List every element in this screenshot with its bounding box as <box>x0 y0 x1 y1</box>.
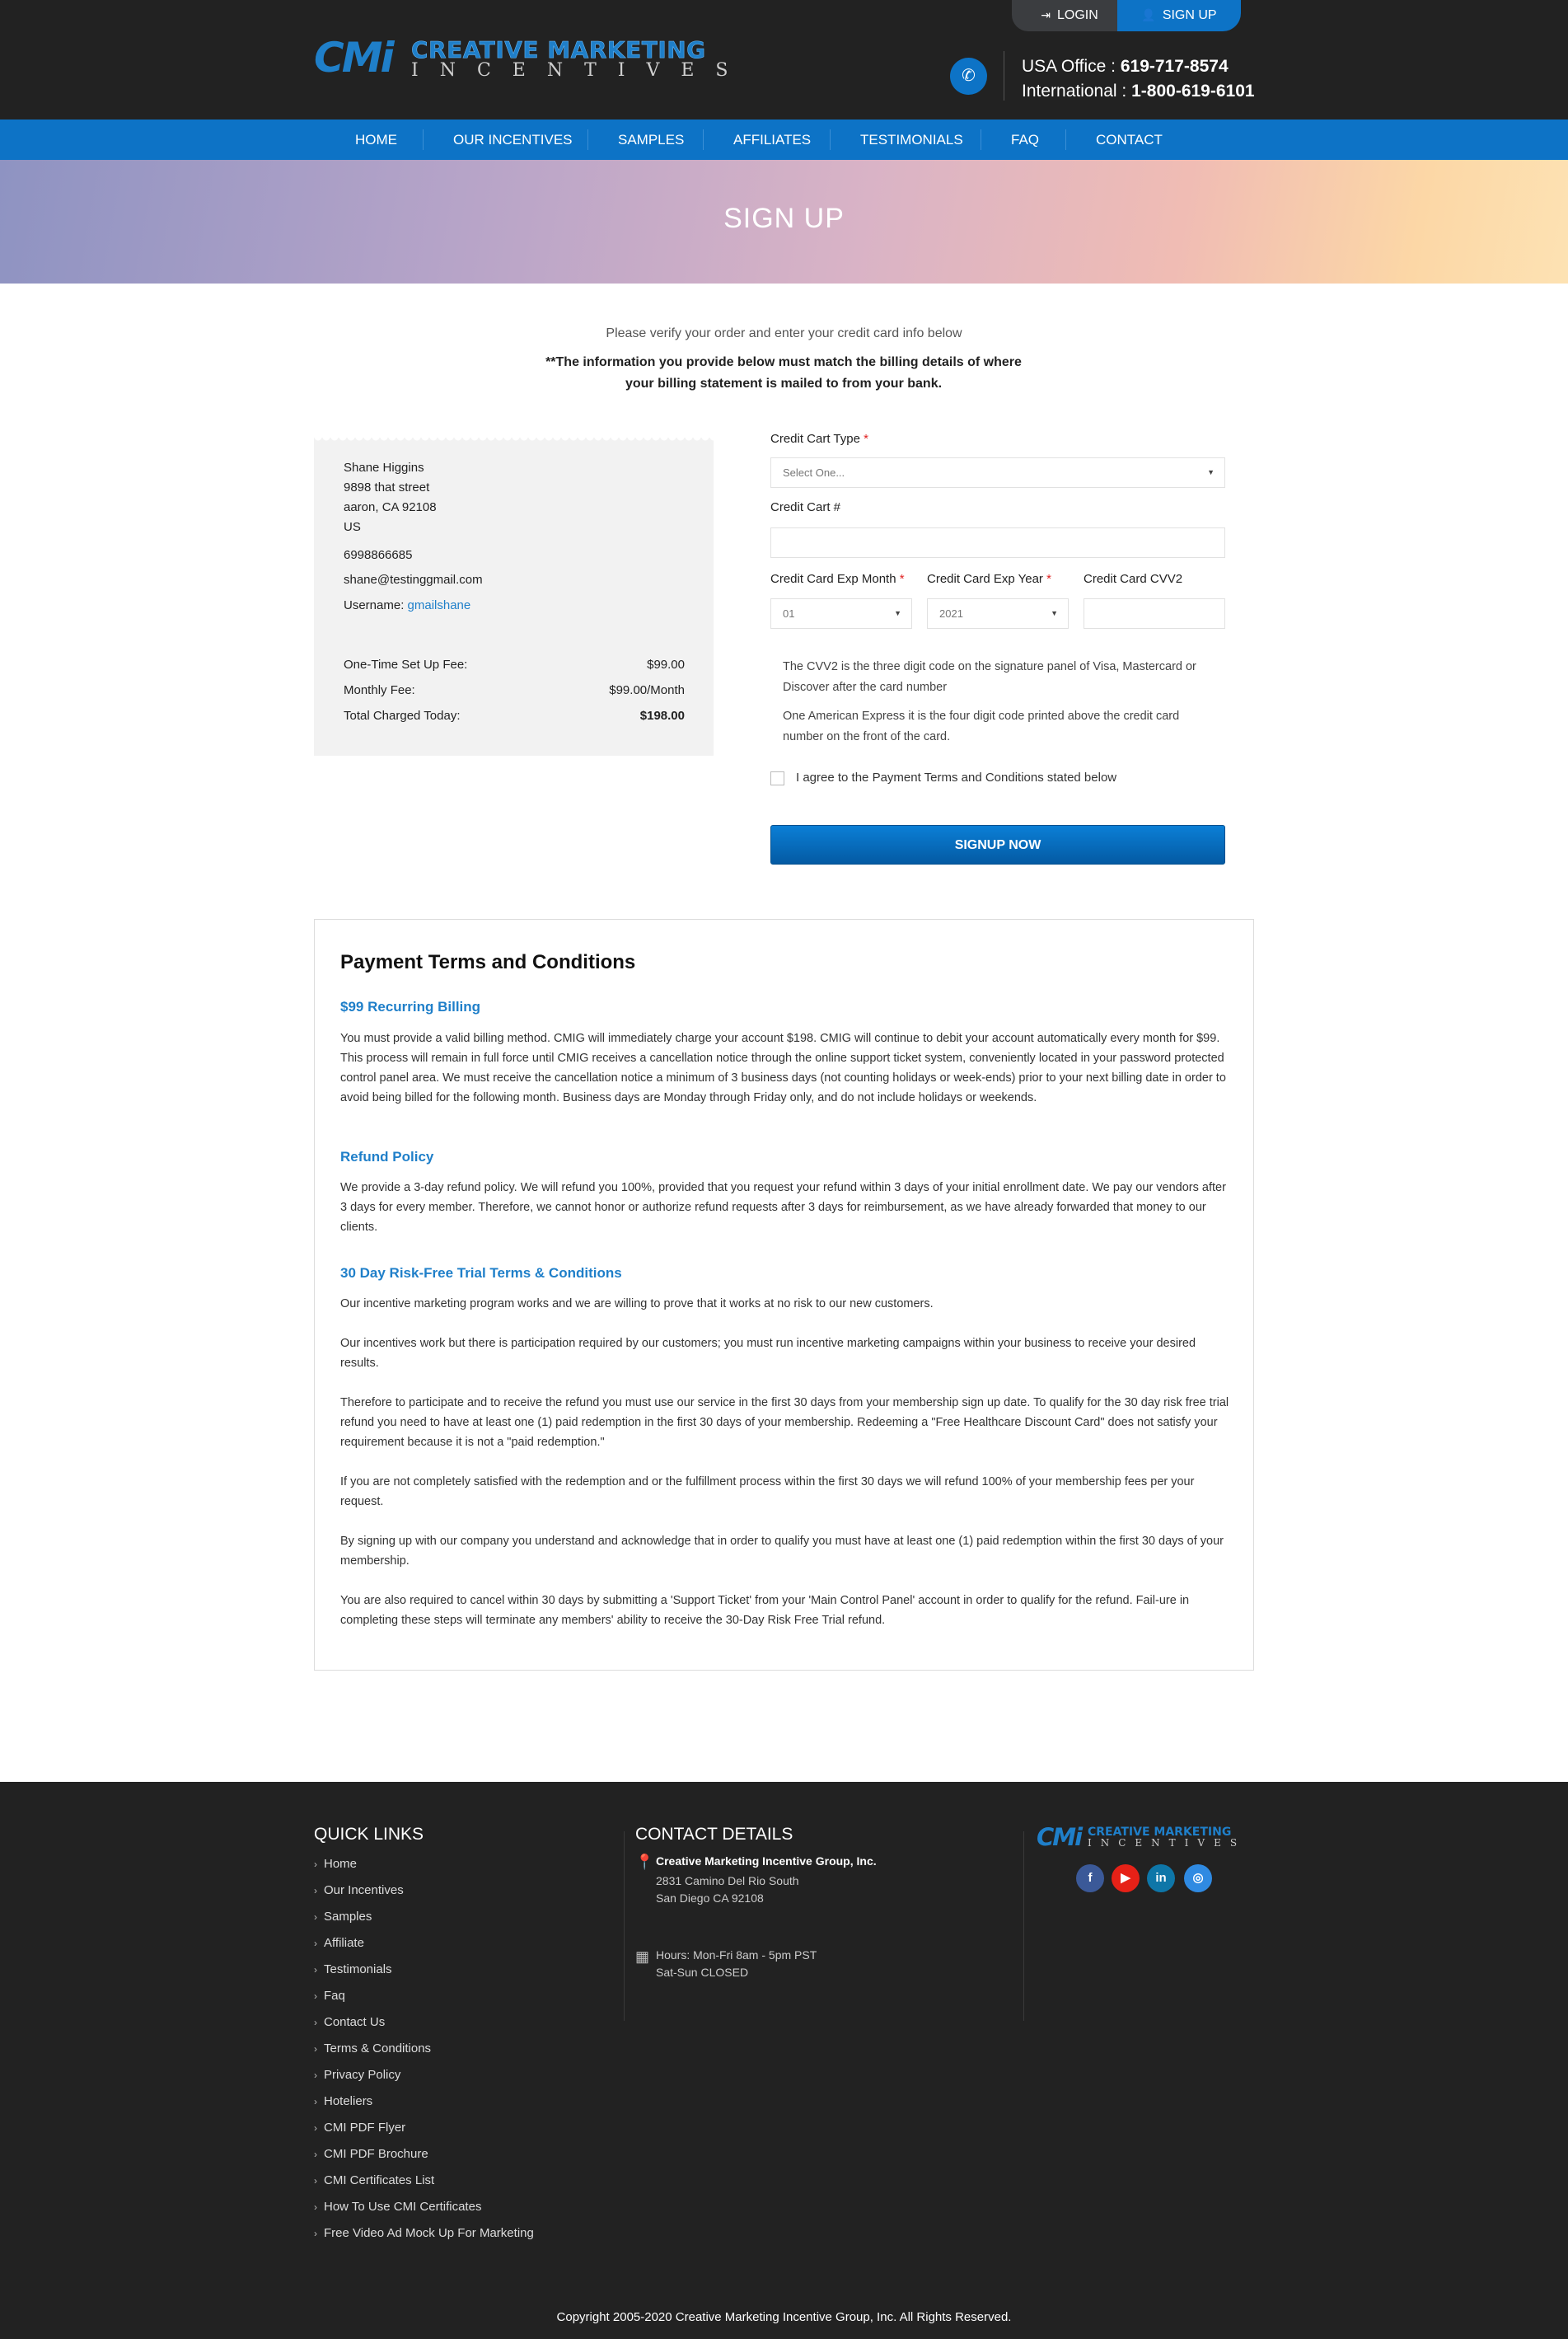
footer-link-hoteliers[interactable] <box>314 2094 372 2108</box>
footer-link-video-ad[interactable] <box>314 2226 534 2240</box>
cvv-note: The CVV2 is the three digit code on the signature panel of Visa, Mastercard or Discover after the card number <box>783 660 1196 694</box>
monthly-fee-row <box>344 683 685 697</box>
chevron-right-icon: › <box>314 2149 317 2160</box>
exp-month-label-text: Credit Card Exp Month <box>770 572 896 586</box>
exp-month-value: 01 <box>783 607 795 620</box>
usa-office-label: USA Office : <box>1022 57 1116 76</box>
footer-link-label: CMI PDF Flyer <box>324 2121 406 2135</box>
trial-terms-paragraph: By signing up with our company you understand and acknowledge that in order to qualify you must have at least one (1) paid redemption within the first 30 days of your membership. <box>340 1535 1224 1568</box>
order-summary <box>314 438 714 756</box>
international-label: International : <box>1022 82 1127 101</box>
instagram-icon[interactable]: ◎ <box>1184 1864 1212 1892</box>
trial-terms-paragraph: If you are not completely satisfied with the redemption and or the fulfillment process within the first 30 days we will refund 100% of your membership fees per your request. <box>340 1475 1195 1508</box>
footer-divider <box>1023 1831 1024 2021</box>
company-name: Creative Marketing Incentive Group, Inc. <box>656 1854 877 1868</box>
footer-link-label: Our Incentives <box>324 1883 404 1897</box>
chevron-right-icon: › <box>314 1938 317 1949</box>
card-type-value: Select One... <box>783 466 845 479</box>
recurring-billing-text: You must provide a valid billing method. CMIG will immediately charge your account $198. CMIG will continue to debit your account automatically every month for $99. This process will remain in full force until CMIG receives a cancellation notice through the online support ticket system, conveniently located in your password protected control panel area. We must receive the cancellation notice a minimum of 3 business days (not counting holidays or week-ends) prior to your next billing date in order to avoid being billed for the following month. Business days are Monday through Friday only, and do not include holidays or weekends. <box>340 1032 1226 1104</box>
footer-link-our-incentives[interactable] <box>314 1883 404 1897</box>
youtube-icon[interactable]: ▶ <box>1112 1864 1140 1892</box>
footer-link-faq[interactable] <box>314 1989 345 2003</box>
signup-button[interactable] <box>1117 0 1241 31</box>
chevron-right-icon: › <box>314 1964 317 1976</box>
card-type-label-text: Credit Cart Type <box>770 432 860 446</box>
footer-link-pdf-flyer[interactable] <box>314 2121 405 2135</box>
contact-details-title: CONTACT DETAILS <box>635 1825 793 1844</box>
chevron-right-icon: › <box>314 1911 317 1923</box>
recurring-billing-heading: $99 Recurring Billing <box>340 999 481 1015</box>
fee-value: $99.00 <box>647 658 685 672</box>
logo-mark: CMi <box>314 34 392 82</box>
calendar-icon: ▦ <box>635 1948 650 1965</box>
chevron-right-icon: › <box>314 1885 317 1896</box>
customer-email: shane@testinggmail.com <box>344 573 483 587</box>
hours-line1: Hours: Mon-Fri 8am - 5pm PST <box>656 1948 817 1962</box>
fee-value: $198.00 <box>639 709 685 723</box>
total-row <box>344 709 685 723</box>
nav-item-samples[interactable]: SAMPLES <box>618 132 685 148</box>
chevron-right-icon: › <box>314 2017 317 2028</box>
sign-in-icon: ⇥ <box>1041 8 1051 21</box>
user-plus-icon: 👤 <box>1141 8 1156 21</box>
login-button[interactable] <box>1012 0 1127 31</box>
scalloped-edge <box>314 438 714 443</box>
facebook-icon[interactable]: f <box>1076 1864 1104 1892</box>
page-banner <box>0 160 1568 284</box>
footer-link-how-to-use[interactable] <box>314 2200 481 2214</box>
login-label: LOGIN <box>1056 8 1098 22</box>
username-row <box>344 598 470 612</box>
customer-street: 9898 that street <box>344 480 430 495</box>
footer-link-label: Faq <box>324 1989 345 2003</box>
exp-month-label <box>770 572 905 586</box>
chevron-right-icon: › <box>314 2122 317 2134</box>
nav-divider <box>830 129 831 150</box>
footer-link-label: Testimonials <box>324 1962 392 1976</box>
page-title: SIGN UP <box>723 203 845 234</box>
nav-divider <box>703 129 704 150</box>
nav-item-contact[interactable]: CONTACT <box>1096 132 1163 148</box>
terms-title: Payment Terms and Conditions <box>340 951 636 973</box>
chevron-right-icon: › <box>314 1859 317 1870</box>
usa-office-number[interactable]: 619-717-8574 <box>1120 57 1229 76</box>
nav-item-affiliates[interactable]: AFFILIATES <box>733 132 812 148</box>
footer-link-label: Home <box>324 1857 358 1871</box>
chevron-right-icon: › <box>314 2228 317 2239</box>
address-line1: 2831 Camino Del Rio South <box>656 1874 799 1887</box>
footer-logo[interactable] <box>1037 1825 1251 1849</box>
fee-value: $99.00/Month <box>609 683 685 697</box>
chevron-right-icon: › <box>314 2069 317 2081</box>
customer-country: US <box>344 520 361 534</box>
agree-label[interactable]: I agree to the Payment Terms and Conditions stated below <box>796 771 1117 785</box>
footer-link-affiliate[interactable] <box>314 1936 364 1950</box>
required-mark: * <box>899 572 905 586</box>
chevron-down-icon: ▼ <box>894 609 901 617</box>
customer-name: Shane Higgins <box>344 461 424 475</box>
fee-label: Total Charged Today: <box>344 709 461 723</box>
footer-link-label: How To Use CMI Certificates <box>324 2200 482 2214</box>
site-header <box>0 0 1568 120</box>
signup-label: SIGN UP <box>1162 8 1217 22</box>
map-pin-icon: 📍 <box>635 1854 654 1870</box>
required-mark: * <box>1046 572 1051 586</box>
fee-label: Monthly Fee: <box>344 683 415 697</box>
footer-logo-line2: INCENTIVES <box>1088 1837 1247 1849</box>
footer-link-terms[interactable] <box>314 2041 431 2055</box>
required-mark: * <box>864 432 868 446</box>
fee-label: One-Time Set Up Fee: <box>344 658 468 672</box>
nav-divider <box>1065 129 1066 150</box>
agree-checkbox[interactable] <box>770 771 784 785</box>
nav-item-our-incentives[interactable]: OUR INCENTIVES <box>453 132 573 148</box>
linkedin-icon[interactable]: in <box>1147 1864 1175 1892</box>
nav-item-faq[interactable]: FAQ <box>1011 132 1040 148</box>
address-line2: San Diego CA 92108 <box>656 1891 764 1905</box>
customer-city: aaron, CA 92108 <box>344 500 437 514</box>
signup-now-button[interactable]: SIGNUP NOW <box>770 825 1225 865</box>
footer-link-privacy[interactable] <box>314 2068 400 2082</box>
trial-terms-heading: 30 Day Risk-Free Trial Terms & Conditions <box>340 1265 622 1281</box>
footer-link-samples[interactable] <box>314 1910 372 1924</box>
cvv-label: Credit Card CVV2 <box>1084 572 1183 586</box>
payment-terms-box <box>314 919 1254 1671</box>
site-logo[interactable] <box>314 34 750 82</box>
footer-link-home[interactable] <box>314 1857 357 1871</box>
hours-line2: Sat-Sun CLOSED <box>656 1966 749 1979</box>
nav-divider <box>423 129 424 150</box>
footer-logo-line1: CREATIVE MARKETING <box>1088 1826 1232 1839</box>
chevron-right-icon: › <box>314 1990 317 2002</box>
exp-year-label-text: Credit Card Exp Year <box>927 572 1043 586</box>
footer-link-testimonials[interactable] <box>314 1962 392 1976</box>
exp-year-label <box>927 572 1051 586</box>
chevron-right-icon: › <box>314 2201 317 2213</box>
international-number[interactable]: 1-800-619-6101 <box>1131 82 1255 101</box>
card-number-label: Credit Cart # <box>770 500 841 514</box>
billing-notice: **The information you provide below must match the billing details of where your billing statement is mailed to from your bank. <box>545 355 1022 391</box>
footer-link-label: Privacy Policy <box>324 2068 401 2082</box>
trial-terms-paragraph: You are also required to cancel within 30 days by submitting a 'Support Ticket' from your 'Main Control Panel' account in order to qualify for the refund. Fail-ure in completing these steps will terminate any members' ability to receive the 30-Day Risk Free Trial refund. <box>340 1594 1190 1627</box>
card-type-label <box>770 432 868 446</box>
exp-month-select[interactable] <box>770 598 912 629</box>
refund-policy-text: We provide a 3-day refund policy. We will refund you 100%, provided that you request your refund within 3 days of your initial enrollment date. We pay our vendors after 3 days for every member. Therefore, we cannot honor or authorize refund requests after 3 days for reimbursement, as we have already forwarded that money to our clients. <box>340 1181 1226 1234</box>
username-label: Username: <box>344 598 405 612</box>
footer-link-label: Contact Us <box>324 2015 386 2029</box>
footer-logo-mark: CMi <box>1037 1823 1082 1851</box>
nav-item-home[interactable]: HOME <box>355 132 397 148</box>
username-link[interactable]: gmailshane <box>407 598 471 612</box>
chevron-right-icon: › <box>314 2043 317 2055</box>
card-type-select[interactable] <box>770 457 1225 488</box>
footer-link-contact-us[interactable] <box>314 2015 385 2029</box>
phone-icon: ✆ <box>950 58 987 95</box>
footer-link-certificates-list[interactable] <box>314 2173 434 2187</box>
customer-phone: 6998866685 <box>344 548 413 562</box>
logo-line2: INCENTIVES <box>411 60 750 81</box>
nav-divider <box>587 129 588 150</box>
setup-fee-row <box>344 658 685 672</box>
intro-text: Please verify your order and enter your credit card info below <box>606 326 962 340</box>
footer-divider <box>624 1831 625 2021</box>
exp-year-select[interactable] <box>927 598 1069 629</box>
chevron-down-icon: ▼ <box>1207 468 1215 476</box>
trial-terms-paragraph: Therefore to participate and to receive the refund you must use our service in the first 30 days from your membership sign up date. To qualify for the 30 day risk free trial refund you need to have at least one (1) paid redemption in the first 30 days of your membership. Redeeming a "Free Healthcare Discount Card" does not satisfy your requirement because it is not a "paid redemption." <box>340 1396 1229 1449</box>
copyright-text: Copyright 2005-2020 Creative Marketing Incentive Group, Inc. All Rights Reserved. <box>556 2310 1012 2324</box>
phone-numbers <box>1022 54 1255 104</box>
footer-link-label: CMI PDF Brochure <box>324 2147 428 2161</box>
logo-line1: CREATIVE MARKETING <box>411 36 706 63</box>
footer-link-label: Affiliate <box>324 1936 364 1950</box>
amex-note: One American Express it is the four digit code printed above the credit card number on the front of the card. <box>783 710 1180 743</box>
footer-link-label: Free Video Ad Mock Up For Marketing <box>324 2226 534 2240</box>
refund-policy-heading: Refund Policy <box>340 1149 434 1165</box>
trial-terms-paragraph: Our incentive marketing program works and we are willing to prove that it works at no risk to our new customers. <box>340 1297 934 1310</box>
footer-link-label: Samples <box>324 1910 372 1924</box>
exp-year-value: 2021 <box>939 607 963 620</box>
quick-links-title: QUICK LINKS <box>314 1825 424 1844</box>
chevron-down-icon: ▼ <box>1051 609 1058 617</box>
footer-link-label: CMI Certificates List <box>324 2173 435 2187</box>
chevron-right-icon: › <box>314 2175 317 2187</box>
nav-item-testimonials[interactable]: TESTIMONIALS <box>860 132 963 148</box>
footer-link-label: Hoteliers <box>324 2094 373 2108</box>
chevron-right-icon: › <box>314 2096 317 2107</box>
trial-terms-paragraph: Our incentives work but there is participation required by our customers; you must run incentive marketing campaigns within your business to receive your desired results. <box>340 1337 1196 1370</box>
card-number-input[interactable] <box>770 527 1225 558</box>
cvv-input[interactable] <box>1084 598 1225 629</box>
account-buttons <box>1012 0 1243 31</box>
footer-link-pdf-brochure[interactable] <box>314 2147 428 2161</box>
footer-link-label: Terms & Conditions <box>324 2041 432 2055</box>
main-nav <box>0 120 1568 160</box>
